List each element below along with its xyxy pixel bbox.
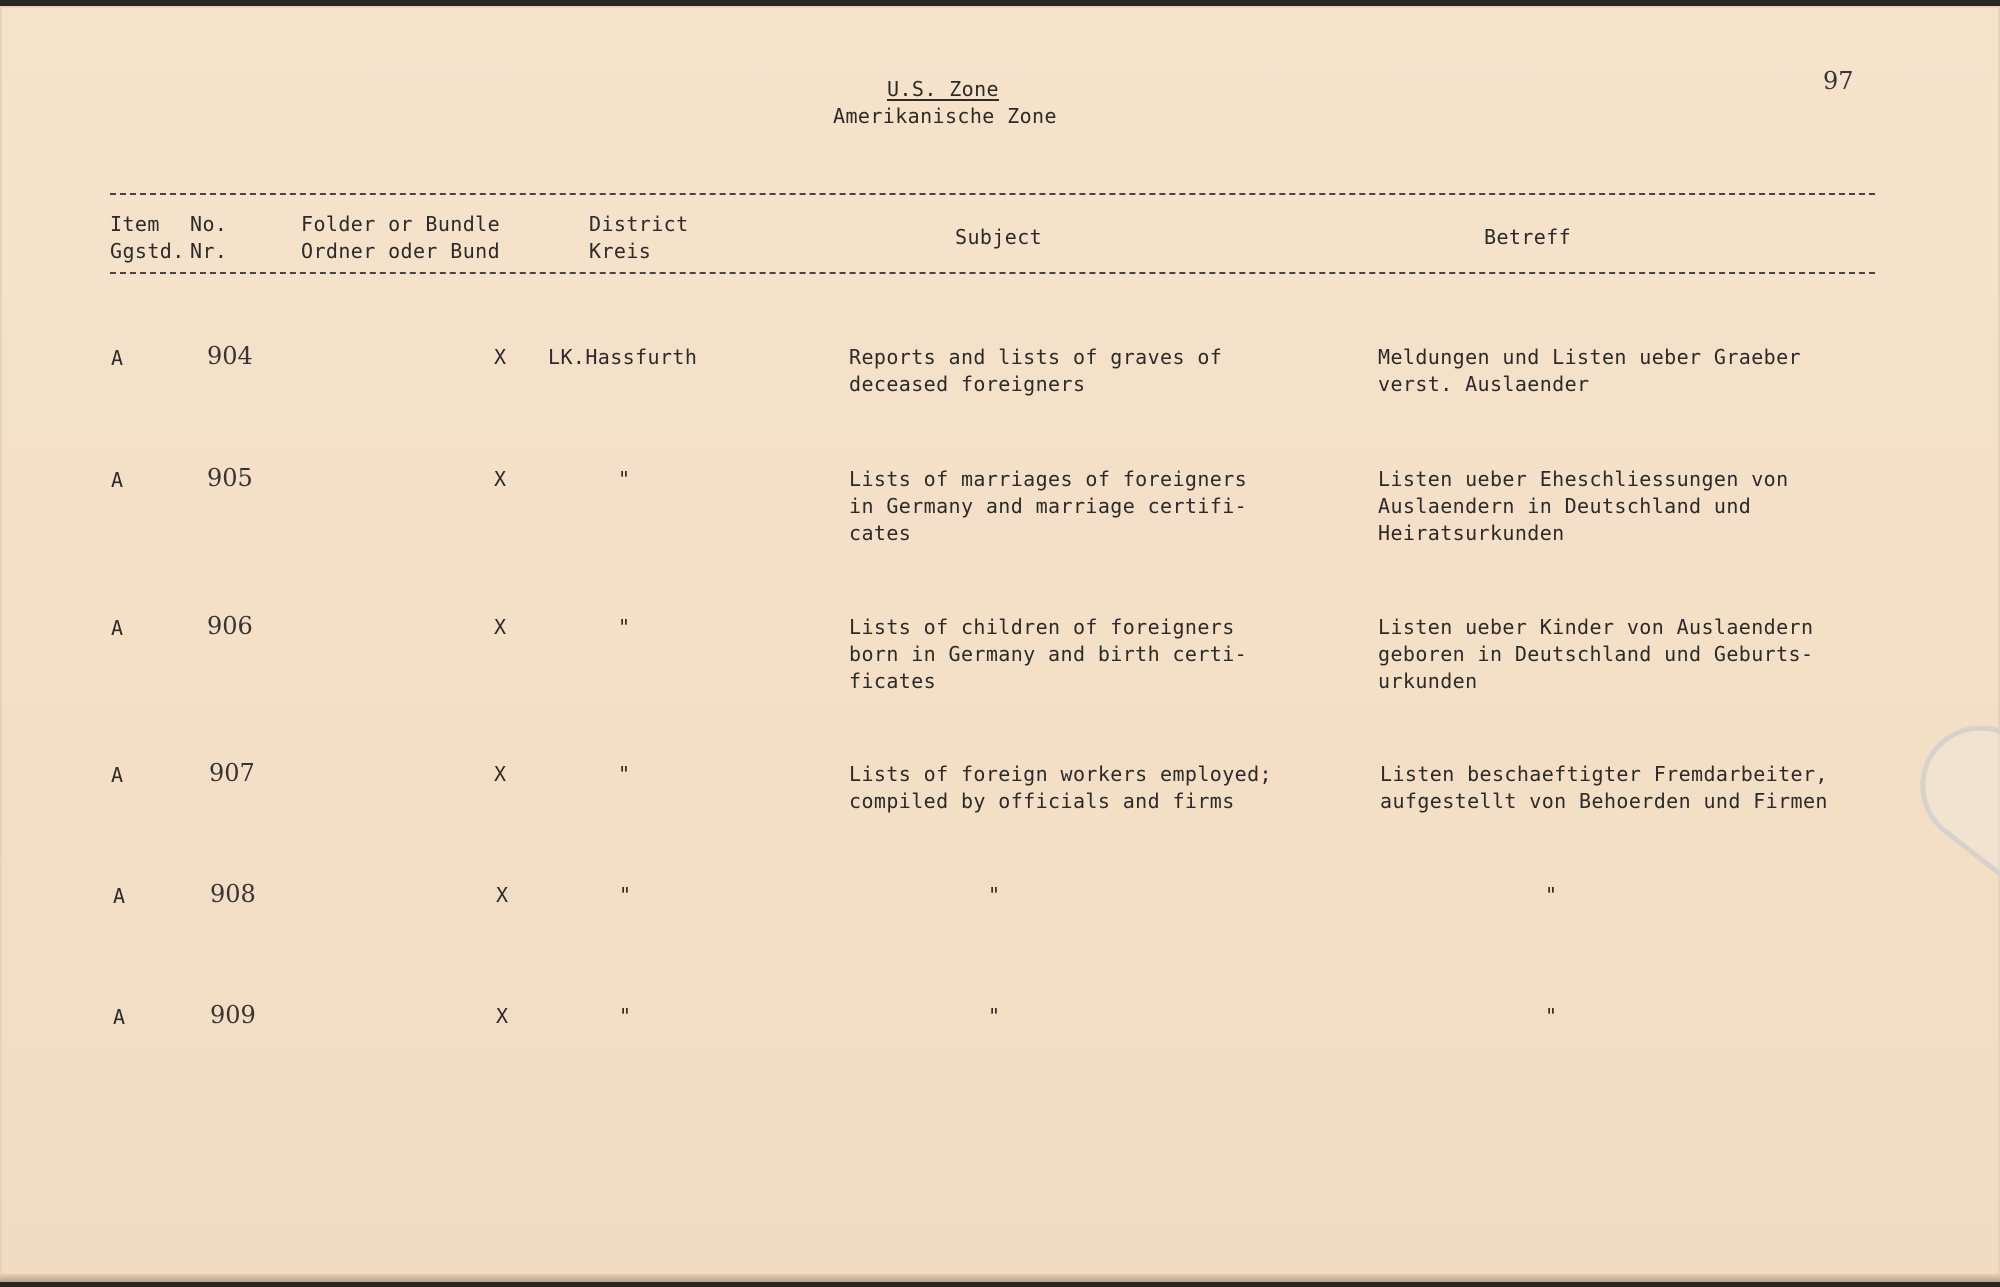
row-item: A [111,763,124,787]
row-betreff: Listen ueber Kinder von Auslaendern geboren in Deutschland und Geburts- urkunden [1378,615,1814,693]
column-header-folder-de: Ordner oder Bund [301,239,501,263]
row-subject: " [988,883,1001,907]
row-folder: X [494,615,507,639]
row-folder: X [494,467,507,491]
row-folder: X [494,762,507,786]
row-betreff: Meldungen und Listen ueber Graeber verst. Auslaender [1378,345,1801,396]
column-header-item-en: Item [110,212,160,236]
row-number: 907 [209,759,255,787]
row-subject: Lists of children of foreigners born in Germany and birth certi- ficates [849,615,1248,693]
row-item: A [113,1005,126,1029]
row-betreff: " [1545,883,1558,907]
row-subject: Lists of marriages of foreigners in Germany and marriage certifi- cates [849,467,1248,545]
column-header-folder [301,211,500,265]
column-header-no-en: No. [190,212,228,236]
row-number: 904 [207,342,253,370]
row-number: 909 [210,1001,256,1029]
row-item: A [113,884,126,908]
column-header-district-en: District [589,212,689,236]
column-header-district [589,211,689,265]
zone-subtitle: Amerikanische Zone [833,104,1057,128]
row-district: " [618,615,631,639]
row-item: A [111,468,124,492]
column-header-subject: Subject [955,225,1043,249]
row-number: 906 [207,612,253,640]
document-page [0,6,2000,1282]
row-district: " [618,762,631,786]
column-header-item [110,211,185,265]
row-subject: " [988,1004,1001,1028]
row-district: " [619,883,632,907]
magnifier-glass-icon [1896,701,2000,900]
row-betreff: " [1545,1004,1558,1028]
zone-title: U.S. Zone [887,77,999,101]
page-number: 97 [1823,67,1854,95]
row-betreff: Listen beschaeftigter Fremdarbeiter, aufgestellt von Behoerden und Firmen [1380,762,1828,813]
row-folder: X [494,345,507,369]
row-subject: Lists of foreign workers employed; compiled by officials and firms [849,762,1272,813]
row-betreff: Listen ueber Eheschliessungen von Auslaendern in Deutschland und Heiratsurkunden [1378,467,1789,545]
row-item: A [111,346,124,370]
row-number: 905 [207,464,253,492]
row-item: A [111,616,124,640]
row-district: " [618,467,631,491]
row-folder: X [496,883,509,907]
row-folder: X [496,1004,509,1028]
row-number: 908 [210,880,256,908]
row-subject: Reports and lists of graves of deceased foreigners [849,345,1223,396]
column-header-no-de: Nr. [190,239,228,263]
column-header-no [190,211,227,265]
column-header-district-de: Kreis [589,239,652,263]
column-header-betreff: Betreff [1484,225,1572,249]
column-header-folder-en: Folder or Bundle [301,212,501,236]
header-rule-bottom [110,272,1875,274]
header-rule-top [110,193,1875,195]
row-district: LK.Hassfurth [548,345,698,369]
column-header-item-de: Ggstd. [110,239,185,263]
row-district: " [619,1004,632,1028]
